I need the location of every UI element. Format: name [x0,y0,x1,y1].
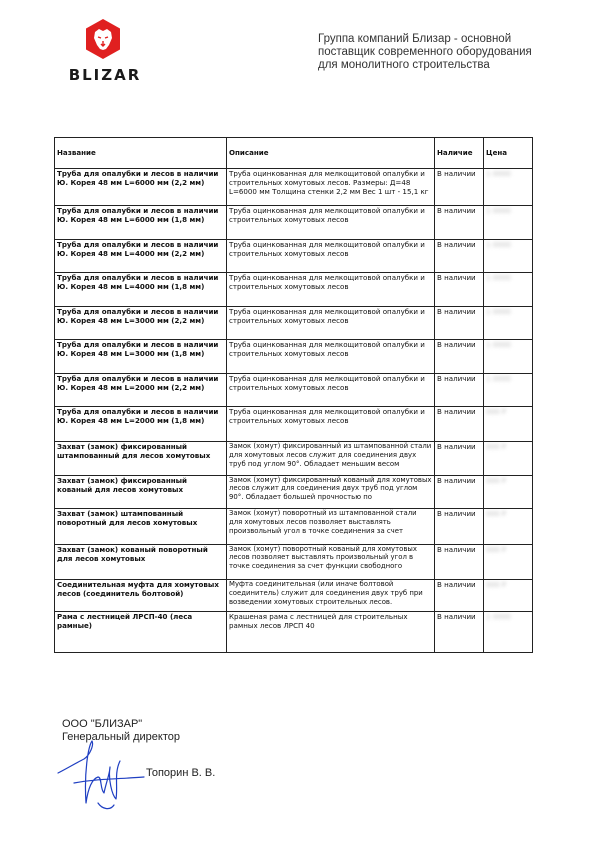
table-row [55,206,533,240]
column-header-price: Цена [484,138,533,169]
product-description: Труба оцинкованная для мелкощитовой опалубки и строительных хомутовых лесов [227,273,435,307]
price-value: 000 Р [486,544,507,554]
product-description: Замок (хомут) поворотный кованый для хомутовых лесов позволяет выставлять произвольный угол в точке соединения за счет функции свободного [227,544,435,580]
price-value: 1 0000 [486,206,511,215]
company-logo [60,18,150,88]
tagline-line: Группа компаний Близар - основной [318,33,512,45]
price-cell [484,306,533,340]
product-name: Труба для опалубки и лесов в наличии Ю. Корея 48 мм L=4000 мм (1,8 мм) [55,273,227,307]
price-table [54,137,533,653]
product-name: Захват (замок) фиксированный штампованный для лесов хомутовых [55,442,227,476]
price-value: 1 0000 [486,273,511,282]
table-row [55,169,533,206]
availability: В наличии [435,373,484,407]
tagline-line: поставщик современного оборудования [318,46,532,58]
product-name: Труба для опалубки и лесов в наличии Ю. Корея 48 мм L=2000 мм (2,2 мм) [55,373,227,407]
column-header-availability: Наличие [435,138,484,169]
table-row [55,273,533,307]
product-description: Труба оцинкованная для мелкощитовой опалубки и строительных хомутовых лесов [227,306,435,340]
product-name: Труба для опалубки и лесов в наличии Ю. Корея 48 мм L=4000 мм (2,2 мм) [55,239,227,273]
signatory-name: Топорин В. В. [146,767,216,779]
table-row [55,509,533,545]
price-cell [484,169,533,206]
price-cell [484,373,533,407]
product-description: Замок (хомут) поворотный из штампованной стали для хомутовых лесов позволяет выставлять произвольный угол в точке соединения за счет [227,509,435,545]
product-name: Труба для опалубки и лесов в наличии Ю. Корея 48 мм L=3000 мм (1,8 мм) [55,340,227,374]
company-tagline [318,33,558,72]
product-description: Замок (хомут) фиксированный из штампованной стали для хомутовых лесов служит для соединения двух труб под углом 90°. Обладает меньшим весом [227,442,435,476]
product-description: Труба оцинкованная для мелкощитовой опалубки и строительных хомутовых лесов [227,206,435,240]
product-description: Труба оцинкованная для мелкощитовой опалубки и строительных хомутовых лесов [227,373,435,407]
lion-hexagon-icon [84,18,122,60]
price-cell [484,206,533,240]
product-name: Труба для опалубки и лесов в наличии Ю. Корея 48 мм L=2000 мм (1,8 мм) [55,407,227,442]
table-row [55,306,533,340]
price-cell [484,239,533,273]
table-row [55,580,533,612]
table-header-row [55,138,533,169]
table-row [55,373,533,407]
availability: В наличии [435,442,484,476]
product-name: Труба для опалубки и лесов в наличии Ю. Корея 48 мм L=6000 мм (1,8 мм) [55,206,227,240]
price-value: 1 0000 [486,340,511,349]
price-value: 000 Р [486,475,507,485]
price-value: 000 Р [486,509,507,518]
product-name: Захват (замок) кованый поворотный для лесов хомутовых [55,544,227,580]
column-header-name: Название [55,138,227,169]
tagline-line: для монолитного строительства [318,59,490,71]
product-description: Труба оцинкованная для мелкощитовой опалубки и строительных хомутовых лесов. Размеры: Д=48 L=6000 мм Толщина стенки 2,2 мм Вес 1 шт - 15,1 кг [227,169,435,206]
price-value: 000 Р [486,407,507,416]
product-description: Крашеная рама с лестницей для строительных рамных лесов ЛРСП 40 [227,611,435,652]
price-cell [484,475,533,509]
price-value: 000 Р [486,580,507,589]
product-description: Замок (хомут) фиксированный кованый для хомутовых лесов служит для соединения двух труб под углом 90°. Обладает большей прочностью по [227,475,435,509]
column-header-description: Описание [227,138,435,169]
product-name: Рама с лестницей ЛРСП-40 (леса рамные) [55,611,227,652]
price-value: 1 0000 [486,239,511,249]
logo-wordmark: BLIZAR [68,66,142,84]
price-cell [484,544,533,580]
table-row [55,442,533,476]
table-row [55,407,533,442]
availability: В наличии [435,580,484,612]
product-name: Труба для опалубки и лесов в наличии Ю. Корея 48 мм L=6000 мм (2,2 мм) [55,169,227,206]
price-value: 1 0000 [486,611,511,621]
availability: В наличии [435,206,484,240]
price-cell [484,340,533,374]
table-row [55,544,533,580]
price-cell [484,442,533,476]
table-row [55,239,533,273]
availability: В наличии [435,475,484,509]
product-description: Труба оцинкованная для мелкощитовой опалубки и строительных хомутовых лесов [227,239,435,273]
price-cell [484,611,533,652]
price-cell [484,580,533,612]
availability: В наличии [435,273,484,307]
price-cell [484,509,533,545]
product-name: Захват (замок) фиксированный кованый для лесов хомутовых [55,475,227,509]
table-row [55,611,533,652]
availability: В наличии [435,544,484,580]
handwritten-signature [54,733,154,813]
price-value: 1 0000 [486,169,511,178]
product-description: Труба оцинкованная для мелкощитовой опалубки и строительных хомутовых лесов [227,407,435,442]
availability: В наличии [435,306,484,340]
director-position: Генеральный директор [62,731,180,743]
price-value: 1 0000 [486,373,511,383]
product-description: Муфта соединительная (или иначе болтовой соединитель) служит для соединения двух труб при возведении хомутовых строительных лесов. [227,580,435,612]
table-row [55,340,533,374]
price-value: 1 0000 [486,306,511,316]
availability: В наличии [435,509,484,545]
price-cell [484,407,533,442]
table-row [55,475,533,509]
availability: В наличии [435,407,484,442]
product-description: Труба оцинкованная для мелкощитовой опалубки и строительных хомутовых лесов [227,340,435,374]
product-name: Труба для опалубки и лесов в наличии Ю. Корея 48 мм L=3000 мм (2,2 мм) [55,306,227,340]
availability: В наличии [435,611,484,652]
company-name: ООО "БЛИЗАР" [62,718,143,730]
product-name: Соединительная муфта для хомутовых лесов (соединитель болтовой) [55,580,227,612]
product-name: Захват (замок) штампованный поворотный для лесов хомутовых [55,509,227,545]
availability: В наличии [435,169,484,206]
price-cell [484,273,533,307]
availability: В наличии [435,239,484,273]
availability: В наличии [435,340,484,374]
price-value: 000 Р [486,442,507,451]
